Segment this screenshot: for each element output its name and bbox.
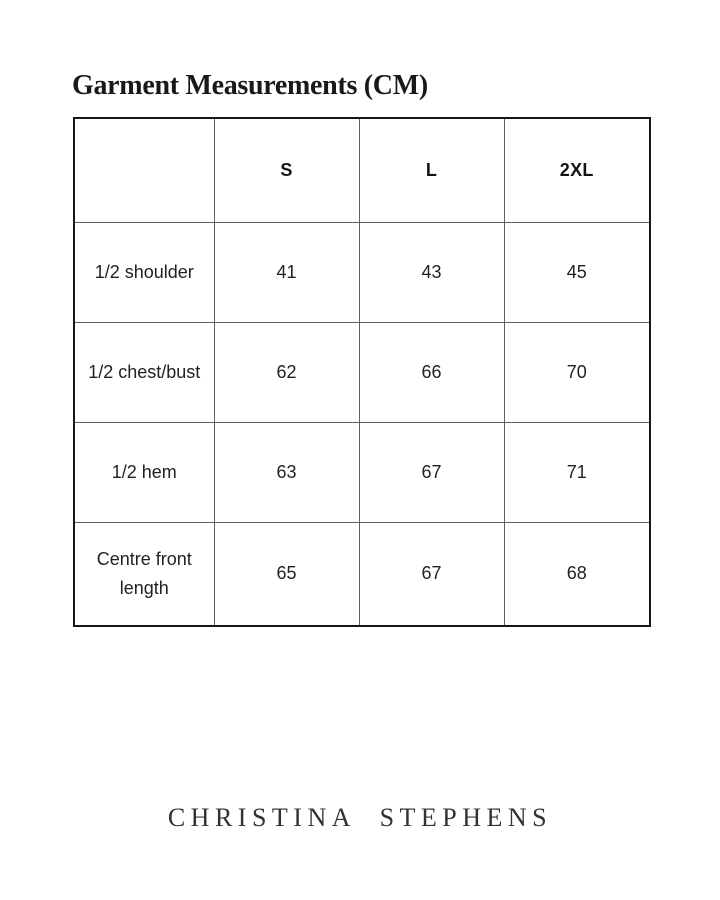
measurement-value: 67 [359, 422, 504, 522]
row-label: 1/2 hem [74, 422, 214, 522]
row-label: 1/2 shoulder [74, 222, 214, 322]
row-label: Centre front length [74, 522, 214, 626]
measurement-value: 70 [504, 322, 650, 422]
brand-wordmark: CHRISTINA STEPHENS [167, 803, 553, 832]
table-row [74, 522, 650, 626]
measurement-value: 62 [214, 322, 359, 422]
table-row [74, 222, 650, 322]
table-header-row [74, 118, 650, 222]
measurement-value: 43 [359, 222, 504, 322]
col-header-l: L [359, 118, 504, 222]
measurement-value: 67 [359, 522, 504, 626]
table-row [74, 322, 650, 422]
col-header-2xl: 2XL [504, 118, 650, 222]
measurement-value: 45 [504, 222, 650, 322]
page-title: Garment Measurements (CM) [72, 70, 428, 101]
measurement-value: 63 [214, 422, 359, 522]
row-label: 1/2 chest/bust [74, 322, 214, 422]
measurement-value: 71 [504, 422, 650, 522]
measurement-value: 66 [359, 322, 504, 422]
col-header-s: S [214, 118, 359, 222]
table-row [74, 422, 650, 522]
col-header-empty [74, 118, 214, 222]
measurement-value: 68 [504, 522, 650, 626]
garment-measurements-table [73, 117, 651, 627]
measurement-value: 41 [214, 222, 359, 322]
measurement-value: 65 [214, 522, 359, 626]
